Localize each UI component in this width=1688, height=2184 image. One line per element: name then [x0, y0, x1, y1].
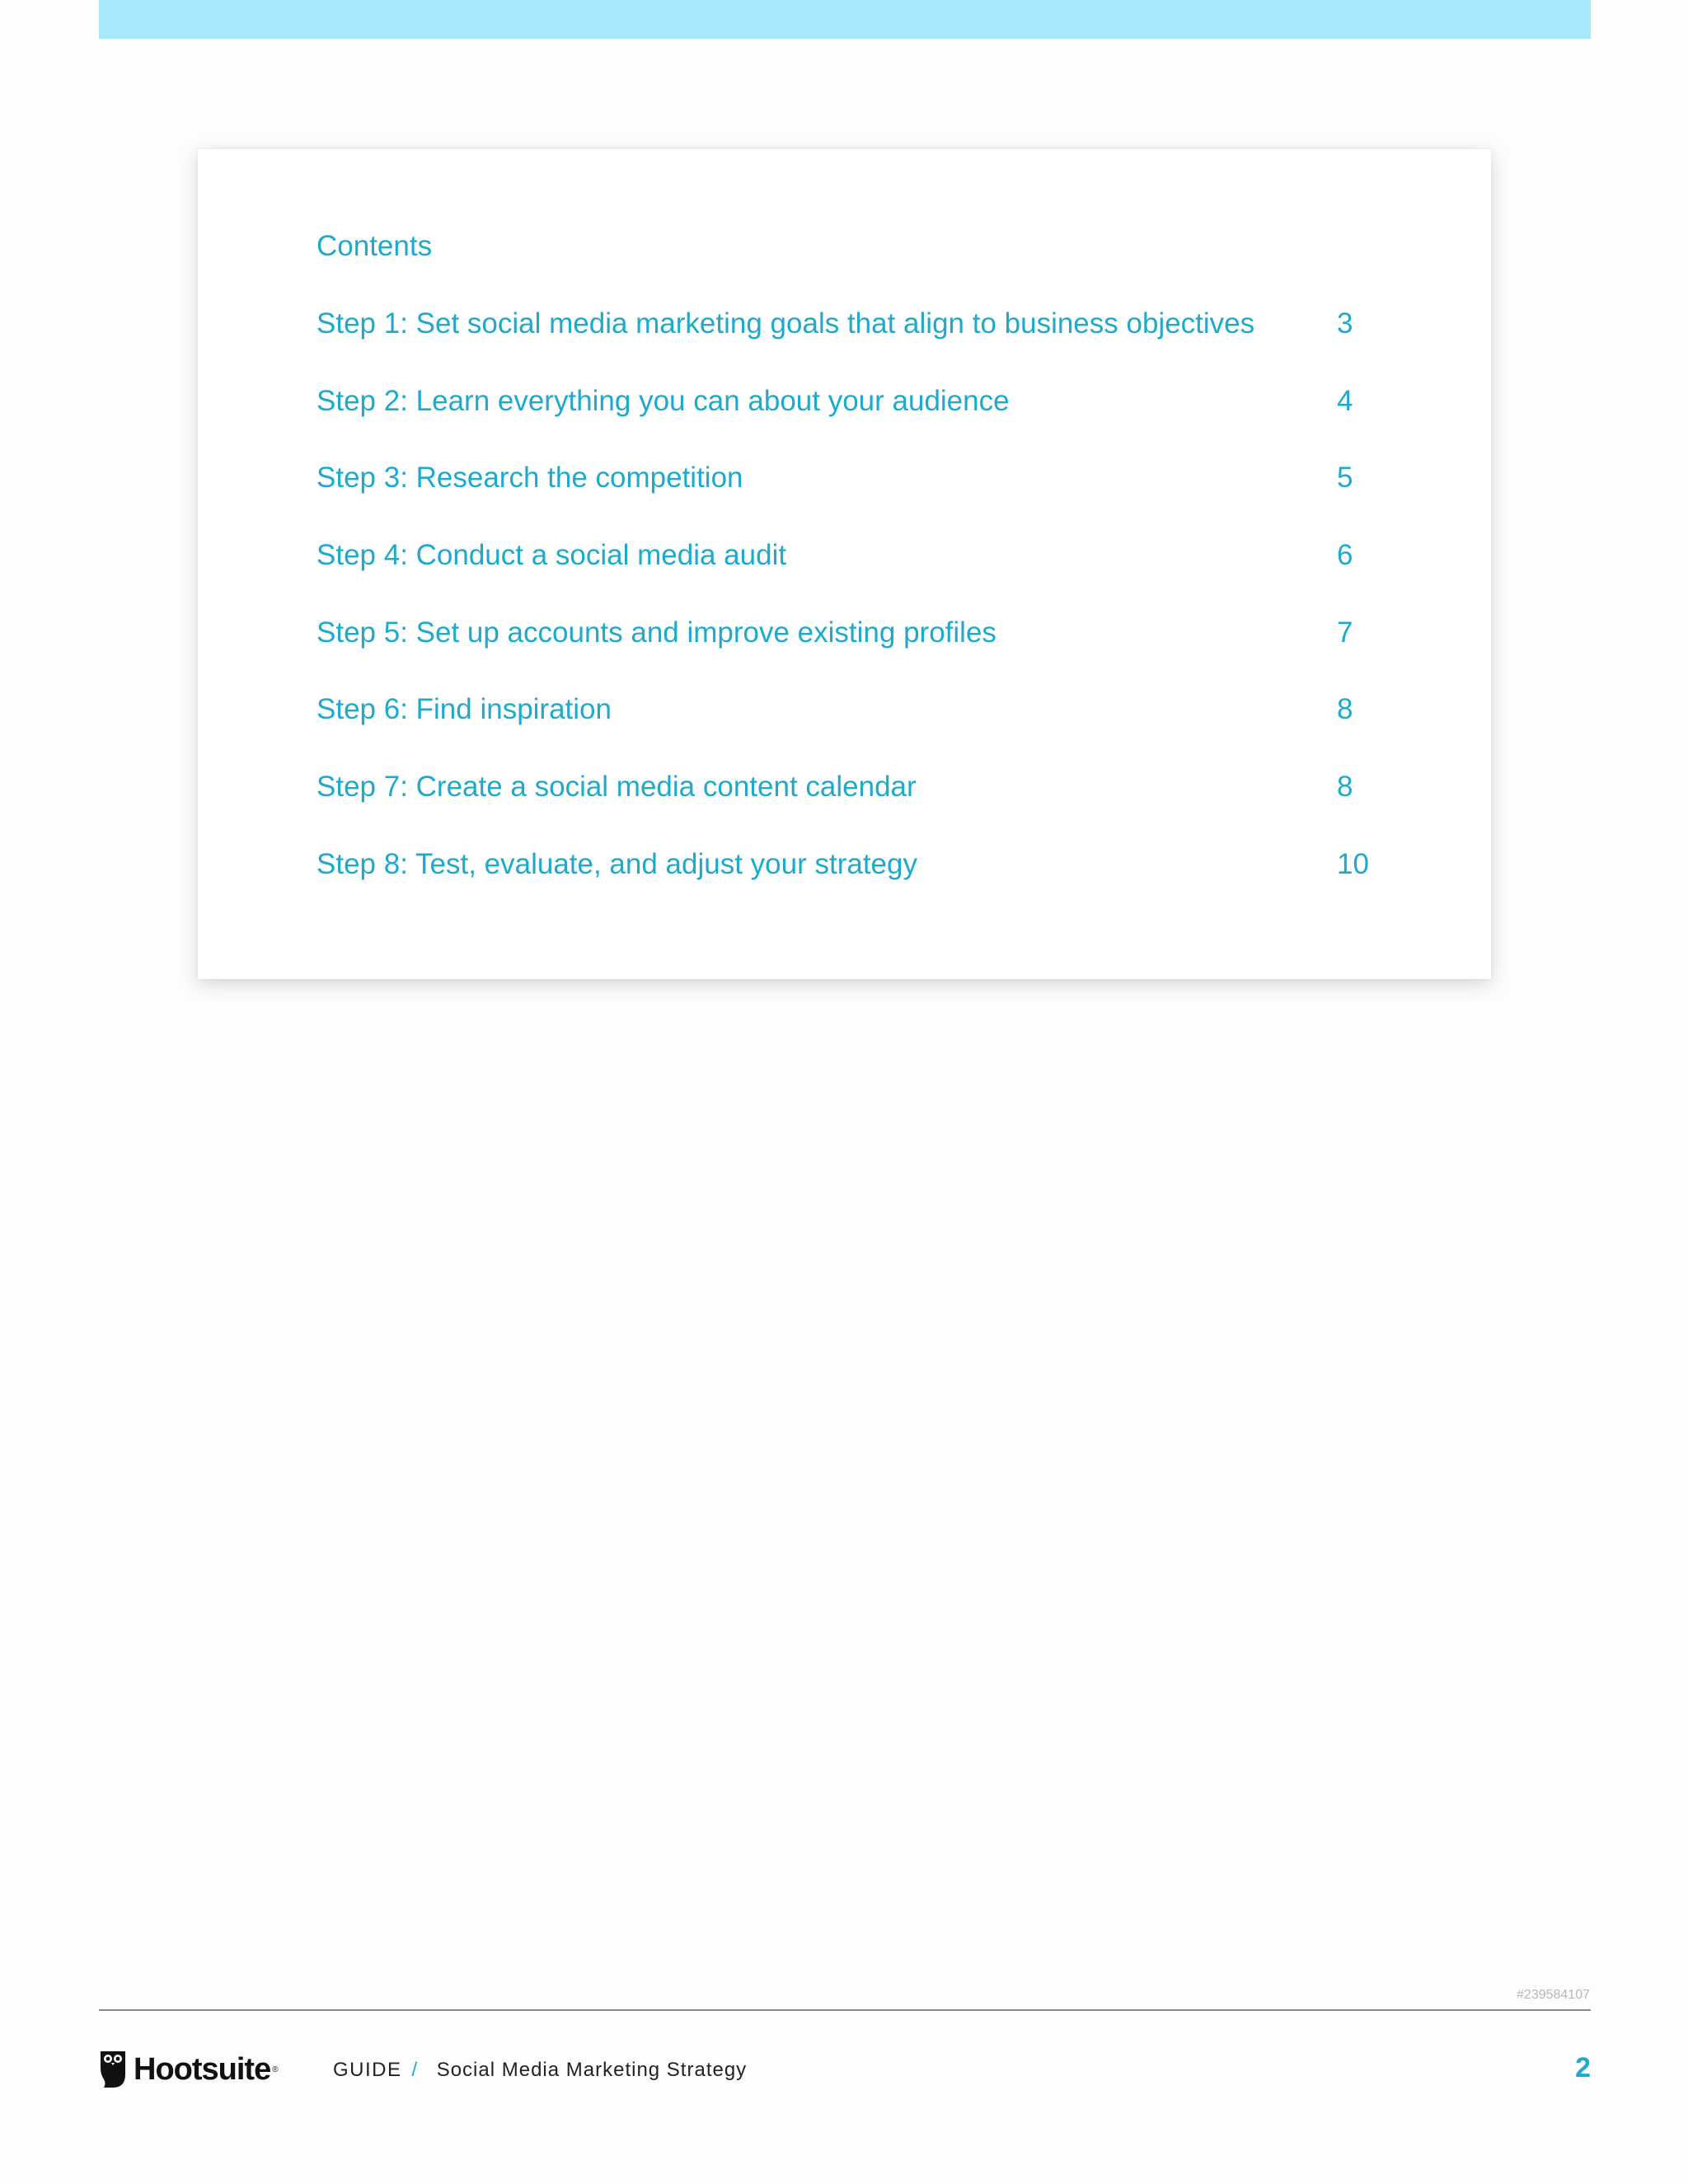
toc-item-step-6[interactable]	[316, 695, 1388, 772]
reference-code: #239584107	[1517, 1988, 1590, 2002]
toc-item-step-5[interactable]	[316, 618, 1388, 696]
toc-item-step-7[interactable]	[316, 772, 1388, 850]
toc-item-title[interactable]: Step 8: Test, evaluate, and adjust your strategy	[316, 847, 917, 880]
toc-item-page[interactable]: 4	[1337, 384, 1353, 417]
toc-item-page[interactable]: 7	[1337, 616, 1353, 649]
breadcrumb-category: GUIDE	[333, 2059, 402, 2081]
breadcrumb	[333, 2059, 747, 2082]
toc-item-page[interactable]: 5	[1337, 462, 1353, 494]
toc-item-page[interactable]: 10	[1337, 847, 1369, 880]
registered-mark-icon: ®	[272, 2064, 279, 2074]
toc-item-page[interactable]: 3	[1337, 307, 1353, 340]
toc-item-title[interactable]: Step 1: Set social media marketing goals that align to business objectives	[316, 307, 1255, 340]
breadcrumb-separator: /	[411, 2059, 419, 2081]
toc-item-title[interactable]: Step 7: Create a social media content calendar	[316, 771, 917, 804]
toc-item-title[interactable]: Step 5: Set up accounts and improve existing profiles	[316, 616, 996, 649]
page-number: 2	[1575, 2052, 1591, 2083]
toc-item-step-2[interactable]	[316, 384, 1388, 464]
toc-item-step-3[interactable]	[316, 463, 1388, 541]
logo-wordmark: Hootsuite	[134, 2051, 271, 2087]
toc-item-title[interactable]: Step 6: Find inspiration	[316, 693, 612, 726]
toc-item-page[interactable]: 8	[1337, 693, 1353, 726]
table-of-contents-card	[198, 149, 1491, 979]
breadcrumb-doc-title: Social Media Marketing Strategy	[436, 2059, 748, 2081]
footer-divider	[99, 2009, 1591, 2011]
toc-heading: Contents	[316, 230, 433, 262]
hootsuite-logo	[99, 2049, 279, 2090]
owl-logo-icon	[99, 2050, 127, 2089]
toc-item-step-4[interactable]	[316, 541, 1388, 618]
toc-item-page[interactable]: 6	[1337, 539, 1353, 572]
toc-item-title[interactable]: Step 4: Conduct a social media audit	[316, 539, 787, 572]
page-footer	[99, 2047, 1591, 2093]
top-banner-bar	[99, 0, 1591, 39]
toc-item-title[interactable]: Step 3: Research the competition	[316, 462, 743, 494]
toc-item-step-8[interactable]	[316, 847, 1388, 927]
toc-item-step-1[interactable]	[316, 309, 1388, 387]
toc-item-page[interactable]: 8	[1337, 771, 1353, 804]
toc-list	[316, 309, 1388, 927]
toc-item-title[interactable]: Step 2: Learn everything you can about your audience	[316, 384, 1010, 417]
